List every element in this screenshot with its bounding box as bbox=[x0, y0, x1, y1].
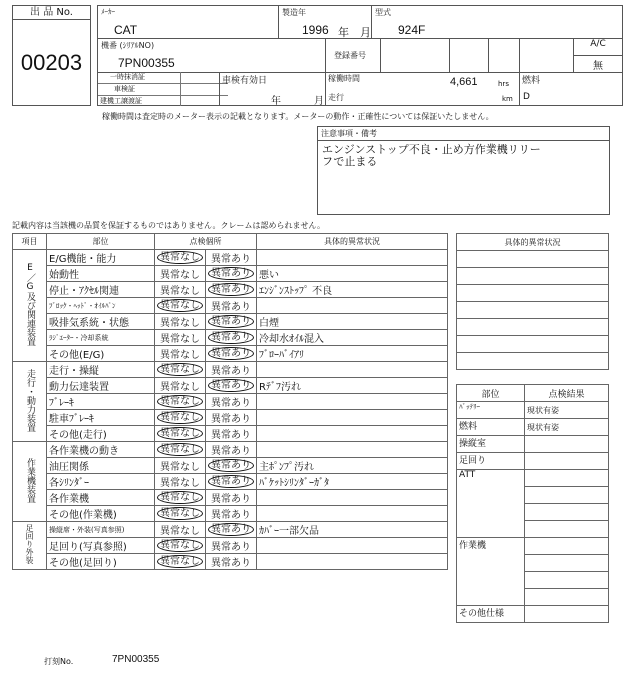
side-detail-row bbox=[457, 251, 609, 268]
no-abnormality-option[interactable] bbox=[155, 426, 206, 442]
table-row bbox=[13, 442, 448, 458]
abnormality-option[interactable] bbox=[206, 426, 257, 442]
option-label: 異常あり bbox=[211, 414, 251, 425]
part-cell: その他(E/G) bbox=[47, 346, 155, 362]
no-abnormality-option[interactable] bbox=[155, 362, 206, 378]
no-abnormality-option[interactable] bbox=[155, 410, 206, 426]
remarks-line-1: エンジンストップ不良・止め方作業機リリー bbox=[322, 143, 541, 156]
side-results-value bbox=[525, 606, 609, 623]
table-row bbox=[13, 346, 448, 362]
circled-mark: 異常なし bbox=[157, 443, 203, 456]
header-item: 項目 bbox=[13, 234, 47, 250]
model-value: 924F bbox=[398, 23, 426, 37]
remarks-line-2: フで止まる bbox=[322, 155, 378, 168]
part-cell: E/G機能・能力 bbox=[47, 250, 155, 266]
side-results-part: 燃料 bbox=[457, 419, 525, 436]
circled-mark: 異常あり bbox=[208, 475, 254, 488]
month-unit: 月 bbox=[360, 26, 371, 39]
table-row bbox=[13, 362, 448, 378]
no-abnormality-option[interactable] bbox=[155, 330, 206, 346]
side-results-row bbox=[457, 606, 609, 623]
side-detail-header: 具体的異常状況 bbox=[457, 234, 609, 251]
option-label: 異常あり bbox=[211, 494, 251, 505]
abnormality-option[interactable] bbox=[206, 250, 257, 266]
part-cell: その他(走行) bbox=[47, 426, 155, 442]
side-detail-cell bbox=[457, 302, 609, 319]
side-results-row bbox=[457, 436, 609, 453]
detail-cell bbox=[257, 298, 448, 314]
remarks-box bbox=[317, 126, 610, 215]
header-detail: 具体的異常状況 bbox=[257, 234, 448, 250]
option-label: 異常あり bbox=[211, 366, 251, 377]
circled-mark: 異常あり bbox=[208, 347, 254, 360]
side-detail-table bbox=[456, 233, 609, 370]
option-label: 異常あり bbox=[211, 430, 251, 441]
part-cell: 動力伝達装置 bbox=[47, 378, 155, 394]
part-cell: ﾌﾞﾚｰｷ bbox=[47, 394, 155, 410]
abnormality-option[interactable] bbox=[206, 538, 257, 554]
side-results-value bbox=[525, 572, 609, 589]
circled-mark: 異常あり bbox=[208, 331, 254, 344]
part-cell: ﾗｼﾞｴｰﾀｰ・冷却系統 bbox=[47, 330, 155, 346]
circled-mark: 異常なし bbox=[157, 427, 203, 440]
abnormality-option[interactable] bbox=[206, 346, 257, 362]
abnormality-option[interactable] bbox=[206, 442, 257, 458]
abnormality-option[interactable] bbox=[206, 490, 257, 506]
no-abnormality-option[interactable] bbox=[155, 346, 206, 362]
detail-cell: ﾊﾞｹｯﾄｼﾘﾝﾀﾞｰｶﾞﾀ bbox=[257, 474, 448, 490]
cert-construction-transfer: 建機工譲渡証 bbox=[100, 97, 142, 105]
part-cell: 各ｼﾘﾝﾀﾞｰ bbox=[47, 474, 155, 490]
model-label: 型式 bbox=[375, 8, 391, 17]
part-cell: 吸排気系統・状態 bbox=[47, 314, 155, 330]
category-cell bbox=[13, 362, 47, 442]
side-detail-row bbox=[457, 319, 609, 336]
abnormality-option[interactable] bbox=[206, 362, 257, 378]
side-detail-cell bbox=[457, 268, 609, 285]
circled-mark: 異常あり bbox=[208, 283, 254, 296]
part-cell: その他(作業機) bbox=[47, 506, 155, 522]
remarks-label: 注意事項・備考 bbox=[318, 127, 609, 141]
circled-mark: 異常あり bbox=[208, 315, 254, 328]
no-abnormality-option[interactable] bbox=[155, 506, 206, 522]
circled-mark: 異常なし bbox=[157, 299, 203, 312]
abnormality-option[interactable] bbox=[206, 394, 257, 410]
fuel-value: D bbox=[523, 92, 530, 102]
no-abnormality-option[interactable] bbox=[155, 282, 206, 298]
table-row bbox=[13, 282, 448, 298]
abnormality-option[interactable] bbox=[206, 330, 257, 346]
detail-cell: 白煙 bbox=[257, 314, 448, 330]
maker-value: CAT bbox=[114, 23, 138, 37]
no-abnormality-option[interactable] bbox=[155, 554, 206, 570]
detail-cell bbox=[257, 362, 448, 378]
table-row bbox=[13, 538, 448, 554]
option-label: 異常あり bbox=[211, 446, 251, 457]
side-results-row bbox=[457, 538, 609, 555]
year-value: 1996 bbox=[302, 23, 329, 37]
no-abnormality-option[interactable] bbox=[155, 394, 206, 410]
inspection-table bbox=[12, 233, 448, 570]
ac-label: A/C bbox=[590, 39, 606, 49]
cert-inspection: 車検証 bbox=[98, 84, 228, 96]
circled-mark: 異常なし bbox=[157, 507, 203, 520]
detail-cell: 冷却水ｵｲﾙ混入 bbox=[257, 330, 448, 346]
hours-label: 稼働時間 bbox=[328, 74, 360, 83]
side-results-value bbox=[525, 538, 609, 555]
table-row bbox=[13, 426, 448, 442]
side-results-value bbox=[525, 470, 609, 487]
table-row bbox=[13, 458, 448, 474]
side-results-row bbox=[457, 453, 609, 470]
option-label: 異常あり bbox=[211, 398, 251, 409]
side-detail-row bbox=[457, 302, 609, 319]
option-label: 異常あり bbox=[211, 302, 251, 313]
detail-cell: ﾌﾞﾛｰﾊﾞｲｱﾘ bbox=[257, 346, 448, 362]
side-results-part: ATT bbox=[457, 470, 525, 538]
serial-value: 7PN00355 bbox=[118, 56, 175, 70]
circled-mark: 異常なし bbox=[157, 539, 203, 552]
detail-cell bbox=[257, 394, 448, 410]
table-row bbox=[13, 250, 448, 266]
abnormality-option[interactable] bbox=[206, 522, 257, 538]
part-cell: 始動性 bbox=[47, 266, 155, 282]
inspection-table-header bbox=[13, 234, 448, 250]
detail-cell bbox=[257, 426, 448, 442]
table-row bbox=[13, 330, 448, 346]
abnormality-option[interactable] bbox=[206, 506, 257, 522]
part-cell: その他(足回り) bbox=[47, 554, 155, 570]
side-detail-cell bbox=[457, 336, 609, 353]
mileage-label: 走行 bbox=[328, 93, 344, 102]
side-detail-cell bbox=[457, 251, 609, 268]
reg-number-label: 登録番号 bbox=[334, 51, 366, 60]
header-check: 点検個所 bbox=[155, 234, 257, 250]
side-results-table bbox=[456, 384, 609, 623]
mileage-unit: km bbox=[502, 95, 513, 103]
part-cell: 操縦席・外装(写真参照) bbox=[47, 522, 155, 538]
circled-mark: 異常なし bbox=[157, 555, 203, 568]
abnormality-option[interactable] bbox=[206, 266, 257, 282]
circled-mark: 異常なし bbox=[157, 411, 203, 424]
table-row bbox=[13, 314, 448, 330]
detail-cell bbox=[257, 506, 448, 522]
ac-value: 無 bbox=[593, 61, 603, 72]
hours-value: 4,661 bbox=[450, 76, 478, 88]
no-abnormality-option[interactable] bbox=[155, 522, 206, 538]
side-results-header-result: 点検結果 bbox=[525, 385, 609, 402]
abnormality-option[interactable] bbox=[206, 474, 257, 490]
no-abnormality-option[interactable] bbox=[155, 266, 206, 282]
table-row bbox=[13, 378, 448, 394]
option-label: 異常なし bbox=[160, 382, 200, 393]
table-row bbox=[13, 522, 448, 538]
detail-cell: 悪い bbox=[257, 266, 448, 282]
category-label: 足回り外装 bbox=[25, 524, 34, 564]
circled-mark: 異常なし bbox=[157, 251, 203, 264]
side-results-part: その他仕様 bbox=[457, 606, 525, 623]
side-detail-cell bbox=[457, 319, 609, 336]
table-row bbox=[13, 506, 448, 522]
circled-mark: 異常あり bbox=[208, 459, 254, 472]
detail-cell bbox=[257, 442, 448, 458]
part-cell: 走行・操縦 bbox=[47, 362, 155, 378]
part-cell: 油圧関係 bbox=[47, 458, 155, 474]
side-results-part: 足回り bbox=[457, 453, 525, 470]
header-part: 部位 bbox=[47, 234, 155, 250]
side-results-part: ﾊﾞｯﾃﾘｰ bbox=[457, 402, 525, 419]
table-row bbox=[13, 266, 448, 282]
option-label: 異常なし bbox=[160, 318, 200, 329]
abnormality-option[interactable] bbox=[206, 314, 257, 330]
part-cell: 駐車ﾌﾞﾚｰｷ bbox=[47, 410, 155, 426]
option-label: 異常なし bbox=[160, 350, 200, 361]
detail-cell: 主ﾎﾟﾝﾌﾟ汚れ bbox=[257, 458, 448, 474]
table-row bbox=[13, 474, 448, 490]
stamp-label: 打刻No. bbox=[44, 657, 74, 666]
abnormality-option[interactable] bbox=[206, 298, 257, 314]
side-detail-row bbox=[457, 285, 609, 302]
side-detail-cell bbox=[457, 353, 609, 370]
no-abnormality-option[interactable] bbox=[155, 442, 206, 458]
no-abnormality-option[interactable] bbox=[155, 378, 206, 394]
detail-cell bbox=[257, 538, 448, 554]
side-detail-row bbox=[457, 336, 609, 353]
detail-cell: Rﾃﾞﾌ汚れ bbox=[257, 378, 448, 394]
option-label: 異常なし bbox=[160, 462, 200, 473]
no-abnormality-option[interactable] bbox=[155, 298, 206, 314]
side-results-value bbox=[525, 521, 609, 538]
side-results-value bbox=[525, 504, 609, 521]
side-detail-cell bbox=[457, 285, 609, 302]
side-results-row bbox=[457, 470, 609, 487]
hours-note: 稼働時間は査定時のメーター表示の記載となります。メーターの動作・正確性については保証いたしません。 bbox=[102, 112, 494, 121]
abnormality-option[interactable] bbox=[206, 378, 257, 394]
hours-unit: hrs bbox=[498, 80, 509, 88]
part-cell: 各作業機 bbox=[47, 490, 155, 506]
side-results-row bbox=[457, 419, 609, 436]
inspection-expiry-label: 車検有効日 bbox=[222, 76, 268, 86]
side-results-value bbox=[525, 436, 609, 453]
option-label: 異常なし bbox=[160, 286, 200, 297]
side-detail-row bbox=[457, 268, 609, 285]
category-label: 走行・動力装置 bbox=[25, 368, 35, 432]
year-label: 製造年 bbox=[282, 8, 306, 17]
part-cell: 足回り(写真参照) bbox=[47, 538, 155, 554]
side-results-row bbox=[457, 402, 609, 419]
part-cell: 停止・ｱｸｾﾙ関連 bbox=[47, 282, 155, 298]
category-label: 作業機装置 bbox=[25, 457, 35, 503]
cert-temporary-deregistration: 一時抹消証 bbox=[98, 72, 228, 84]
part-cell: ﾌﾞﾛｯｸ・ﾍｯﾄﾞ・ｵｲﾙﾊﾟﾝ bbox=[47, 298, 155, 314]
side-detail-row bbox=[457, 353, 609, 370]
serial-label: 機番 (ｼﾘｱﾙNO) bbox=[101, 41, 155, 50]
part-cell: 各作業機の動き bbox=[47, 442, 155, 458]
side-results-header-part: 部位 bbox=[457, 385, 525, 402]
category-cell bbox=[13, 442, 47, 522]
detail-cell bbox=[257, 410, 448, 426]
no-abnormality-option[interactable] bbox=[155, 314, 206, 330]
maker-label: ﾒｰｶｰ bbox=[101, 8, 115, 16]
option-label: 異常あり bbox=[211, 542, 251, 553]
disclaimer: 記載内容は当該機の品質を保証するものではありません。クレームは認められません。 bbox=[12, 221, 325, 230]
no-abnormality-option[interactable] bbox=[155, 250, 206, 266]
stamp-value: 7PN00355 bbox=[112, 654, 160, 665]
category-cell bbox=[13, 250, 47, 362]
abnormality-option[interactable] bbox=[206, 410, 257, 426]
option-label: 異常あり bbox=[211, 510, 251, 521]
inspection-month-unit: 月 bbox=[314, 96, 324, 107]
no-abnormality-option[interactable] bbox=[155, 474, 206, 490]
year-unit: 年 bbox=[338, 26, 349, 39]
lot-box bbox=[12, 5, 91, 106]
circled-mark: 異常なし bbox=[157, 363, 203, 376]
circled-mark: 異常なし bbox=[157, 491, 203, 504]
option-label: 異常あり bbox=[211, 254, 251, 265]
no-abnormality-option[interactable] bbox=[155, 538, 206, 554]
table-row bbox=[13, 298, 448, 314]
abnormality-option[interactable] bbox=[206, 554, 257, 570]
side-results-part: 操縦室 bbox=[457, 436, 525, 453]
lot-label: 出 品 No. bbox=[13, 6, 90, 20]
table-row bbox=[13, 490, 448, 506]
table-row bbox=[13, 554, 448, 570]
table-row bbox=[13, 394, 448, 410]
abnormality-option[interactable] bbox=[206, 282, 257, 298]
inspection-year-unit: 年 bbox=[271, 96, 281, 107]
vehicle-info-box bbox=[97, 5, 623, 106]
detail-cell bbox=[257, 554, 448, 570]
circled-mark: 異常あり bbox=[208, 267, 254, 280]
circled-mark: 異常あり bbox=[208, 523, 254, 536]
circled-mark: 異常あり bbox=[208, 379, 254, 392]
lot-number: 00203 bbox=[20, 50, 83, 75]
option-label: 異常なし bbox=[160, 334, 200, 345]
side-results-value bbox=[525, 589, 609, 606]
detail-cell bbox=[257, 490, 448, 506]
side-results-value bbox=[525, 487, 609, 504]
abnormality-option[interactable] bbox=[206, 458, 257, 474]
category-label: E／G及び関連装置 bbox=[25, 262, 35, 346]
option-label: 異常なし bbox=[160, 526, 200, 537]
side-results-part: 作業機 bbox=[457, 538, 525, 606]
fuel-label: 燃料 bbox=[522, 76, 541, 86]
table-row bbox=[13, 410, 448, 426]
option-label: 異常なし bbox=[160, 270, 200, 281]
option-label: 異常なし bbox=[160, 478, 200, 489]
side-results-value: 現状有姿 bbox=[525, 419, 609, 436]
detail-cell bbox=[257, 250, 448, 266]
no-abnormality-option[interactable] bbox=[155, 458, 206, 474]
detail-cell: ｴﾝｼﾞﾝｽﾄｯﾌﾟ 不良 bbox=[257, 282, 448, 298]
circled-mark: 異常なし bbox=[157, 395, 203, 408]
side-results-value bbox=[525, 555, 609, 572]
no-abnormality-option[interactable] bbox=[155, 490, 206, 506]
detail-cell: ｶﾊﾞｰ一部欠品 bbox=[257, 522, 448, 538]
category-cell bbox=[13, 522, 47, 570]
side-results-value: 現状有姿 bbox=[525, 402, 609, 419]
option-label: 異常あり bbox=[211, 558, 251, 569]
side-results-value bbox=[525, 453, 609, 470]
